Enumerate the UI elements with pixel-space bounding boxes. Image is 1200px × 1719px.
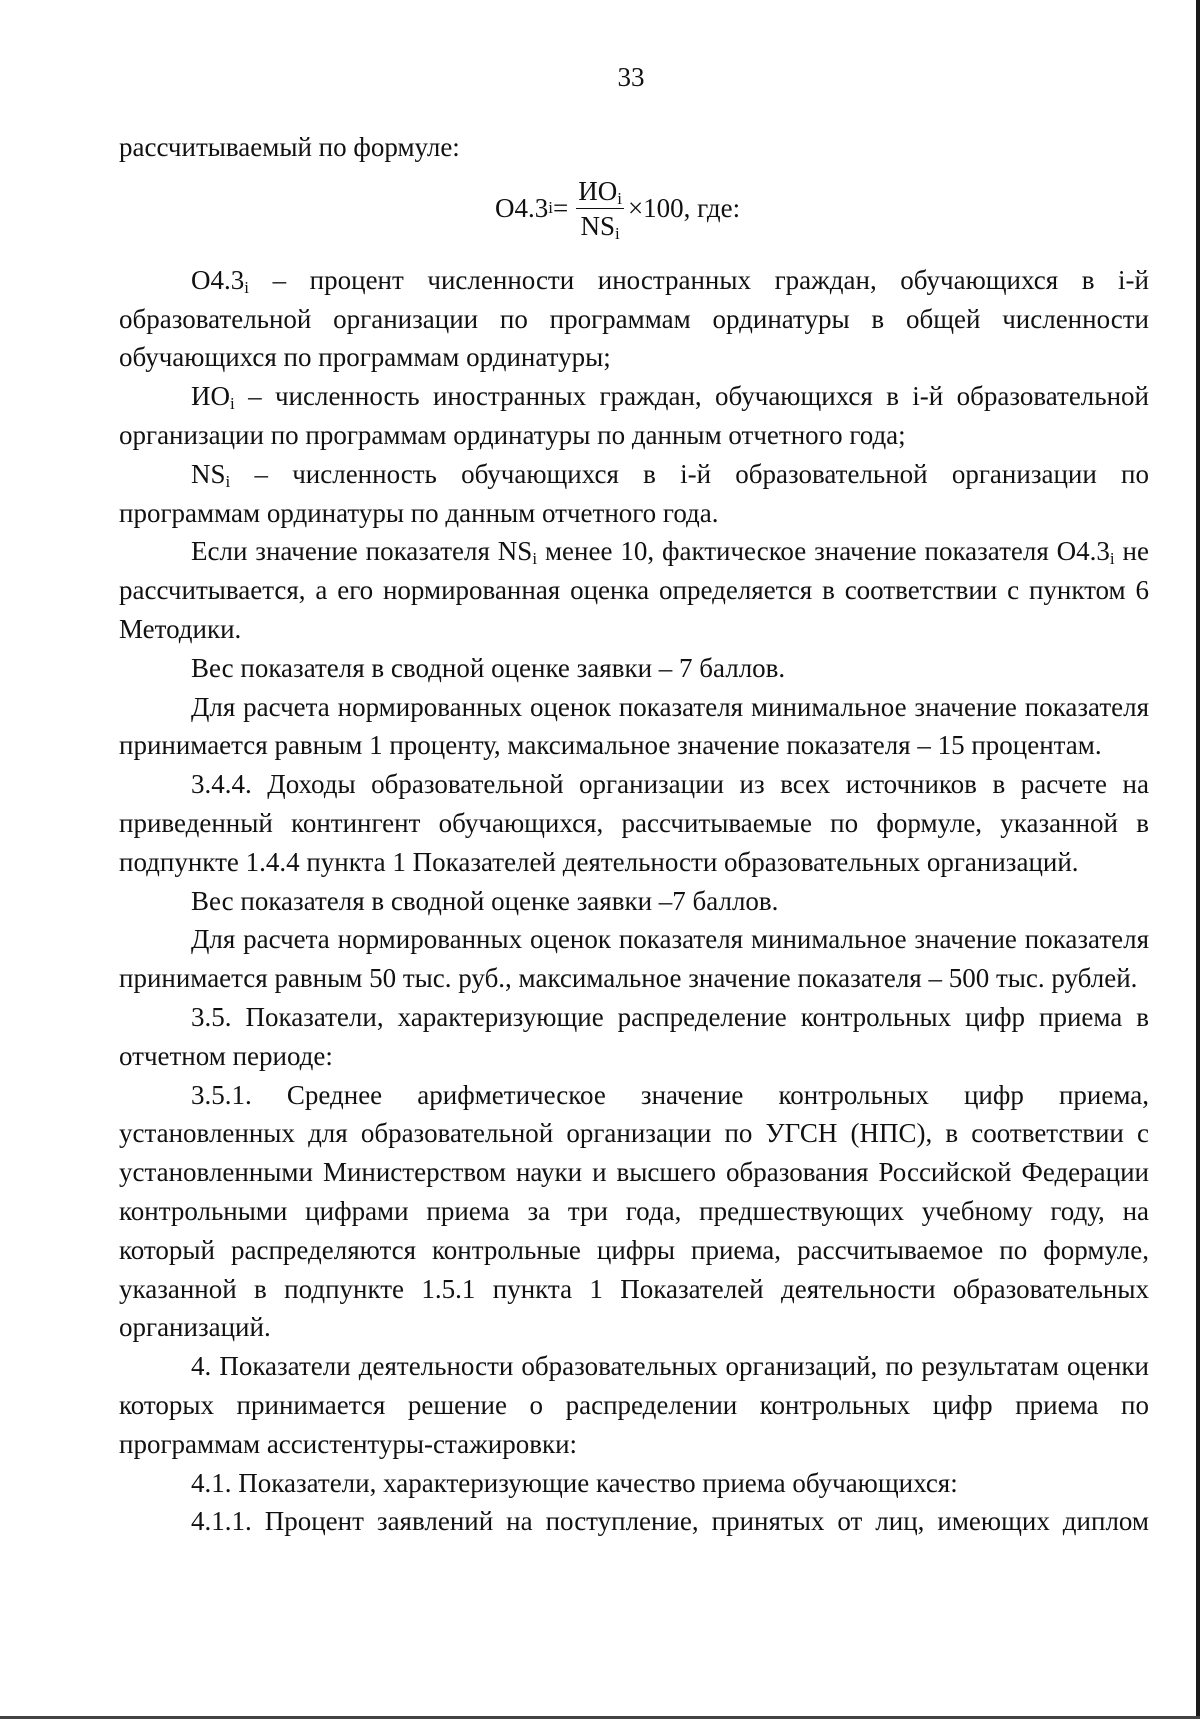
if-value-part1: Если значение показателя NS [191,536,533,567]
formula-lhs: О4.3 [495,192,549,223]
if-value-part3: не рассчитывается, а его нормированная оценка определяется в соответствии с пунктом 6 Методики. [119,536,1149,644]
definition-ns-symbol: NS [191,458,226,489]
page-number: 33 [617,62,645,92]
document-body [119,128,1149,1541]
definition-ns-sub: i [225,471,231,491]
definition-io-sub: i [230,394,235,414]
scan-edge-right [1196,0,1200,1719]
weight-paragraph-1: Вес показателя в сводной оценке заявки – 7 баллов. [191,652,786,683]
definition-o43 [119,261,1149,377]
definition-o43-symbol: О4.3 [191,264,245,295]
norm-paragraph-2: Для расчета нормированных оценок показателя минимальное значение показателя принимается равным 50 тыс. руб., максимальное значение показателя – 500 тыс. рублей. [119,924,1149,994]
formula-o43: О4.3 i = $\frac{ИО_i}{NS_i}$ ×100, где: [495,175,741,243]
formula-denominator-text: NS [580,210,615,241]
definition-o43-text: – процент численности иностранных граждан, обучающихся в i-й образовательной организации по программам ординатуры в общей численности обучающихся по программам ординатуры; [119,264,1149,373]
item-4-1: 4.1. Показатели, характеризующие качество приема обучающихся: [191,1467,958,1498]
item-4: 4. Показатели деятельности образовательных организаций, по результатам оценки которых принимается решение о распределении контрольных цифр приема по программам ассистентуры-стажировки: [119,1351,1149,1459]
if-value-part2: менее 10, фактическое значение показателя О4.3 [537,536,1110,567]
definition-ns [119,455,1149,533]
definition-o43-sub: i [244,277,249,297]
formula-numerator [576,175,624,209]
formula-denominator [580,209,619,242]
formula-fraction [576,175,624,242]
item-3-5-1: 3.5.1. Среднее арифметическое значение контрольных цифр приема, установленных для образовательной организации по УГСН (НПС), в соответствии с установленными Министерством науки и высшего образования Российской Федерации контрольными цифрами приема за три года, предшествующих учебному году, на который распределяются контрольные цифры приема, рассчитываемое по формуле, указанной в подпункте 1.5.1 пункта 1 Показателей деятельности образовательных организаций. [119,1079,1149,1343]
formula-line [119,167,1149,261]
if-value-sub2: i [1109,549,1115,569]
intro-line: рассчитываемый по формуле: [119,132,460,162]
norm-paragraph-1: Для расчета нормированных оценок показателя минимальное значение показателя принимается равным 1 проценту, максимальное значение показателя – 15 процентам. [119,691,1149,761]
formula-numerator-sub: i [617,188,622,208]
item-3-5: 3.5. Показатели, характеризующие распределение контрольных цифр приема в отчетном периоде: [119,1001,1149,1071]
formula-denominator-sub: i [614,223,620,243]
formula-tail: ×100, где: [627,192,741,223]
formula-numerator-text: ИО [578,175,618,206]
item-3-4-4: 3.4.4. Доходы образовательной организации из всех источников в расчете на приведенный контингент обучающихся, рассчитываемые по формуле, указанной в подпункте 1.4.4 пункта 1 Показателей деятельности образовательных организаций. [119,769,1149,877]
definition-io-text: – численность иностранных граждан, обучающихся в i-й образовательной организации по программам ординатуры по данным отчетного года; [119,381,1149,450]
if-value-paragraph [119,532,1149,648]
if-value-sub1: i [532,549,538,569]
definition-io [119,377,1149,455]
weight-paragraph-2: Вес показателя в сводной оценке заявки –7 баллов. [191,885,779,916]
definition-ns-text: – численность обучающихся в i-й образовательной организации по программам ординатуры по данным отчетного года. [119,458,1149,528]
definition-io-symbol: ИО [191,381,230,412]
item-4-1-1: 4.1.1. Процент заявлений на поступление, принятых от лиц, имеющих диплом [191,1506,1149,1537]
formula-equals: = [552,192,569,223]
